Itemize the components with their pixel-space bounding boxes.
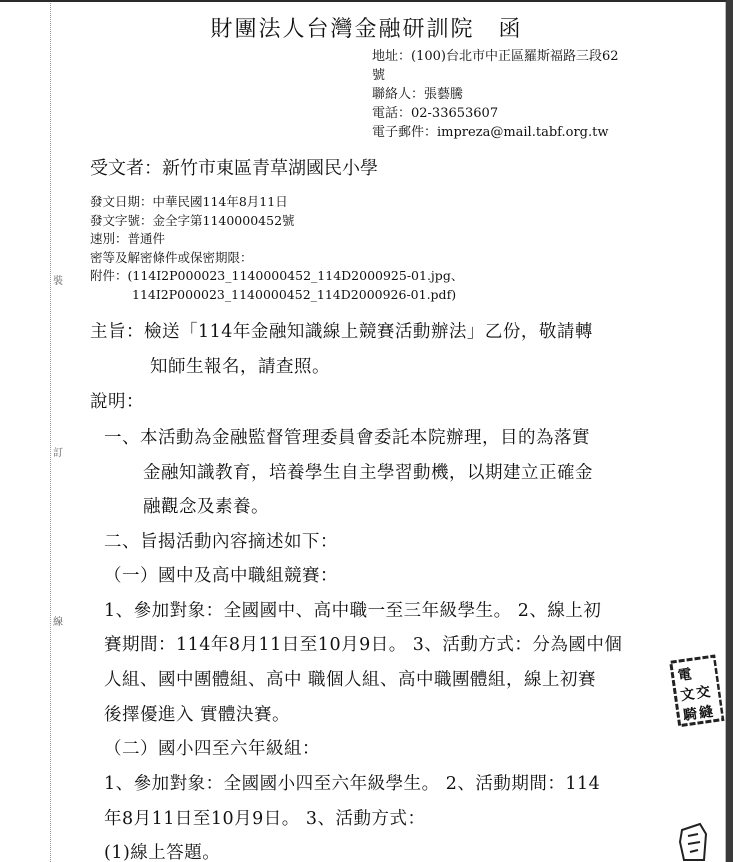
- issue-date: 發文日期：中華民國114年8月11日: [90, 194, 288, 209]
- sender-info: [372, 47, 652, 142]
- sender-contact: 聯絡人：張藝騰: [372, 87, 464, 102]
- attachments-cont: 114I2P000023_1140000452_114D2000926-01.pdf): [132, 286, 457, 302]
- sub2-line-3: (1)線上答題。: [104, 843, 221, 862]
- seal-stamp-fragment: [678, 822, 708, 862]
- item1-line-3: 融觀念及素養。: [143, 497, 269, 517]
- viewer-right-edge: [726, 0, 733, 862]
- sub1-line-2: 賽期間：114年8月11日至10月9日。 3、活動方式：分為國中個: [104, 635, 623, 655]
- sender-address: 地址：(100)台北市中正區羅斯福路三段62: [372, 49, 619, 64]
- sub1-line-4: 後擇優進入 實體決賽。: [104, 705, 291, 725]
- subject-line-1: 主旨：檢送「114年金融知識線上競賽活動辦法」乙份，敬請轉: [90, 322, 593, 342]
- sender-email: 電子郵件：impreza@mail.tabf.org.tw: [372, 125, 609, 140]
- document-meta: [90, 193, 463, 304]
- sub1-line-3: 人組、國中團體組、高中 職個人組、高中職團體組，線上初賽: [104, 670, 597, 690]
- attachments: 附件：(114I2P000023_1140000452_114D2000925-01.jpg、: [90, 268, 464, 283]
- binding-mark-2: 訂: [53, 448, 63, 459]
- secrecy-level: 密等及解密條件或保密期限：: [90, 249, 253, 265]
- svg-text:縫: 縫: [698, 703, 715, 722]
- document-title: 財團法人台灣金融研訓院 函: [210, 17, 523, 42]
- binding-mark-1: 裝: [53, 276, 63, 287]
- addressee: 受文者：新竹市東區青草湖國民小學: [90, 158, 378, 179]
- svg-text:文: 文: [679, 686, 696, 705]
- speed-class: 速別：普通件: [90, 231, 166, 246]
- svg-text:電: 電: [676, 666, 693, 685]
- sub1-line-1: 1、參加對象：全國國中、高中職一至三年級學生。 2、線上初: [104, 601, 602, 621]
- sender-phone: 電話：02-33653607: [372, 106, 499, 121]
- item2-line: 二、旨揭活動內容摘述如下：: [104, 532, 338, 552]
- binding-mark-3: 線: [53, 617, 63, 628]
- binding-line: [50, 0, 52, 862]
- electronic-seal-stamp: [667, 653, 724, 729]
- window-top-border: [0, 0, 733, 2]
- item1-line-1: 一、本活動為金融監督管理委員會委託本院辦理，目的為落實: [104, 428, 590, 448]
- item1-line-2: 金融知識教育，培養學生自主學習動機，以期建立正確金: [143, 463, 593, 483]
- sub2-line-1: 1、參加對象：全國國小四至六年級學生。 2、活動期間：114: [104, 774, 601, 794]
- svg-text:交: 交: [695, 684, 712, 702]
- issue-number: 發文字號：金全字第1140000452號: [90, 212, 295, 228]
- sender-address-cont: 號: [372, 68, 386, 83]
- svg-text:騎: 騎: [682, 706, 699, 724]
- subject-line-2: 知師生報名，請查照。: [150, 357, 330, 377]
- sub2-line-2: 年8月11日至10月9日。 3、活動方式：: [104, 809, 426, 829]
- sub2-heading: （二）國小四至六年級組：: [104, 739, 320, 759]
- sub1-heading: （一）國中及高中職組競賽：: [104, 566, 338, 586]
- explain-heading: 說明：: [90, 392, 144, 412]
